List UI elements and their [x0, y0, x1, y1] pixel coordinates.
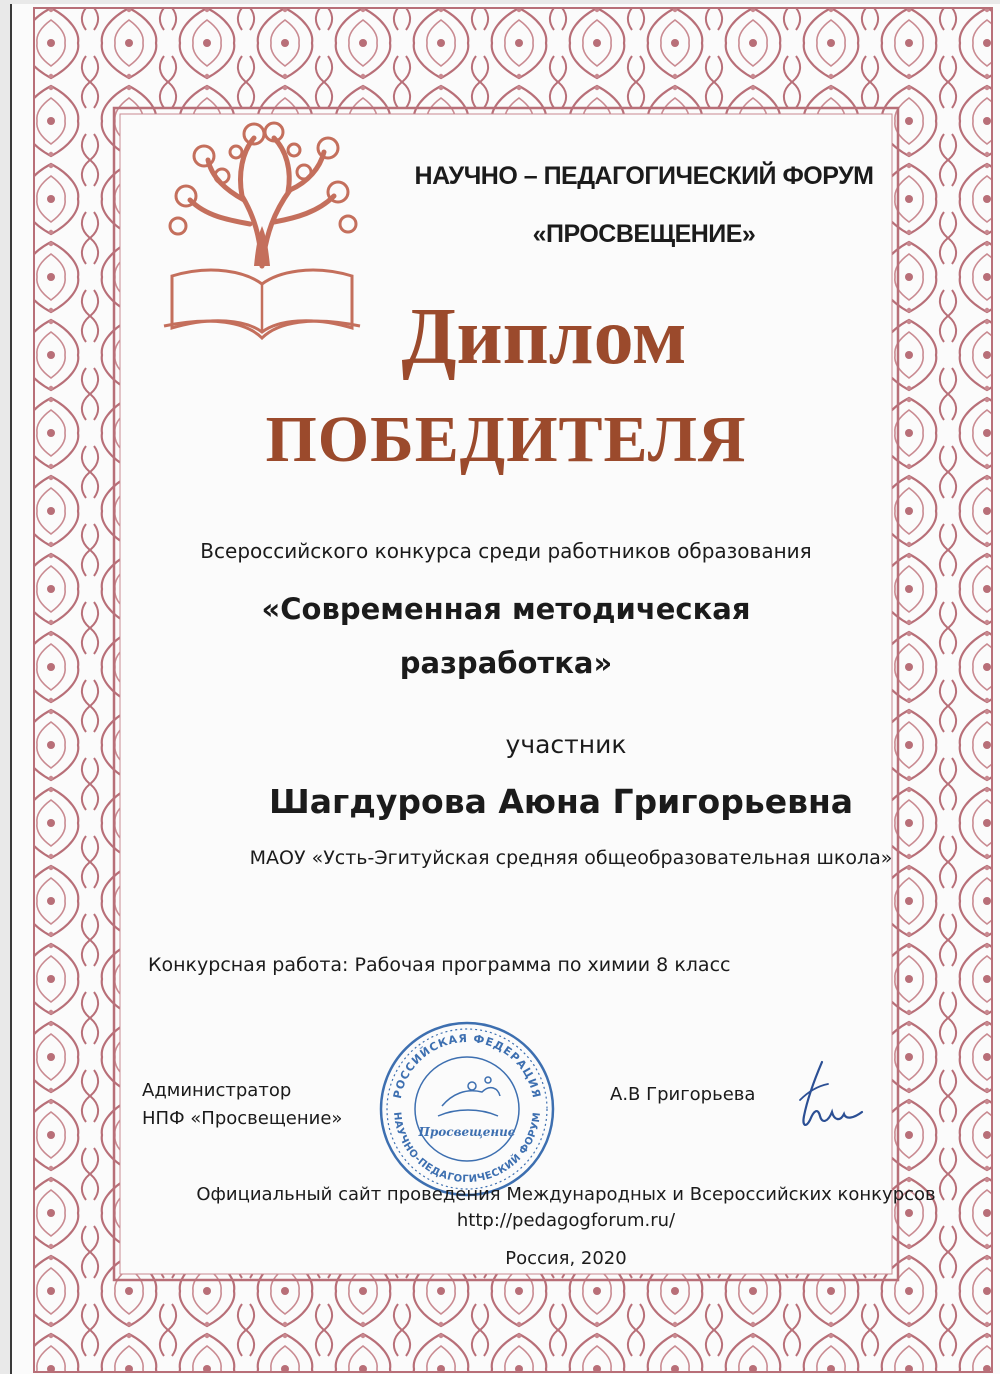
round-seal	[372, 1014, 562, 1204]
participant-school: МАОУ «Усть-Эгитуйская средняя общеобразовательная школа»	[249, 847, 893, 869]
seal-center-text: Просвещение	[418, 1125, 516, 1139]
diploma-sheet	[10, 4, 1000, 1374]
footer-place-year: Россия, 2020	[505, 1248, 627, 1269]
admin-label-line1: Администратор	[142, 1080, 292, 1101]
contest-work-value: Рабочая программа по химии 8 класс	[354, 954, 731, 976]
contest-work-label: Конкурсная работа:	[148, 954, 349, 976]
contest-work	[148, 954, 730, 976]
admin-label-line2: НПФ «Просвещение»	[142, 1108, 343, 1129]
participant-role: участник	[505, 730, 627, 759]
winner-title: ПОБЕДИТЕЛЯ	[265, 403, 747, 476]
participant-name: Шагдурова Аюна Григорьевна	[268, 782, 854, 821]
footer-url: http://pedagogforum.ru/	[456, 1210, 676, 1231]
seal-top-text: РОССИЙСКАЯ ФЕДЕРАЦИЯ	[390, 1031, 544, 1100]
footer-site-line: Официальный сайт проведения Международных и Всероссийских конкурсов	[196, 1184, 936, 1205]
contest-name-line1: «Современная методическая	[261, 592, 751, 626]
seal-bottom-text: НАУЧНО-ПЕДАГОГИЧЕСКИЙ ФОРУМ	[390, 1111, 544, 1186]
contest-name-line2: разработка»	[399, 646, 613, 680]
diploma-title: Диплом	[401, 293, 687, 381]
forum-title-line2: «ПРОСВЕЩЕНИЕ»	[532, 220, 756, 248]
handwritten-signature	[782, 1056, 872, 1136]
signer-name: А.В Григорьева	[610, 1084, 756, 1105]
contest-intro: Всероссийского конкурса среди работников образования	[200, 539, 812, 563]
forum-title-line1: НАУЧНО – ПЕДАГОГИЧЕСКИЙ ФОРУМ	[414, 162, 874, 190]
